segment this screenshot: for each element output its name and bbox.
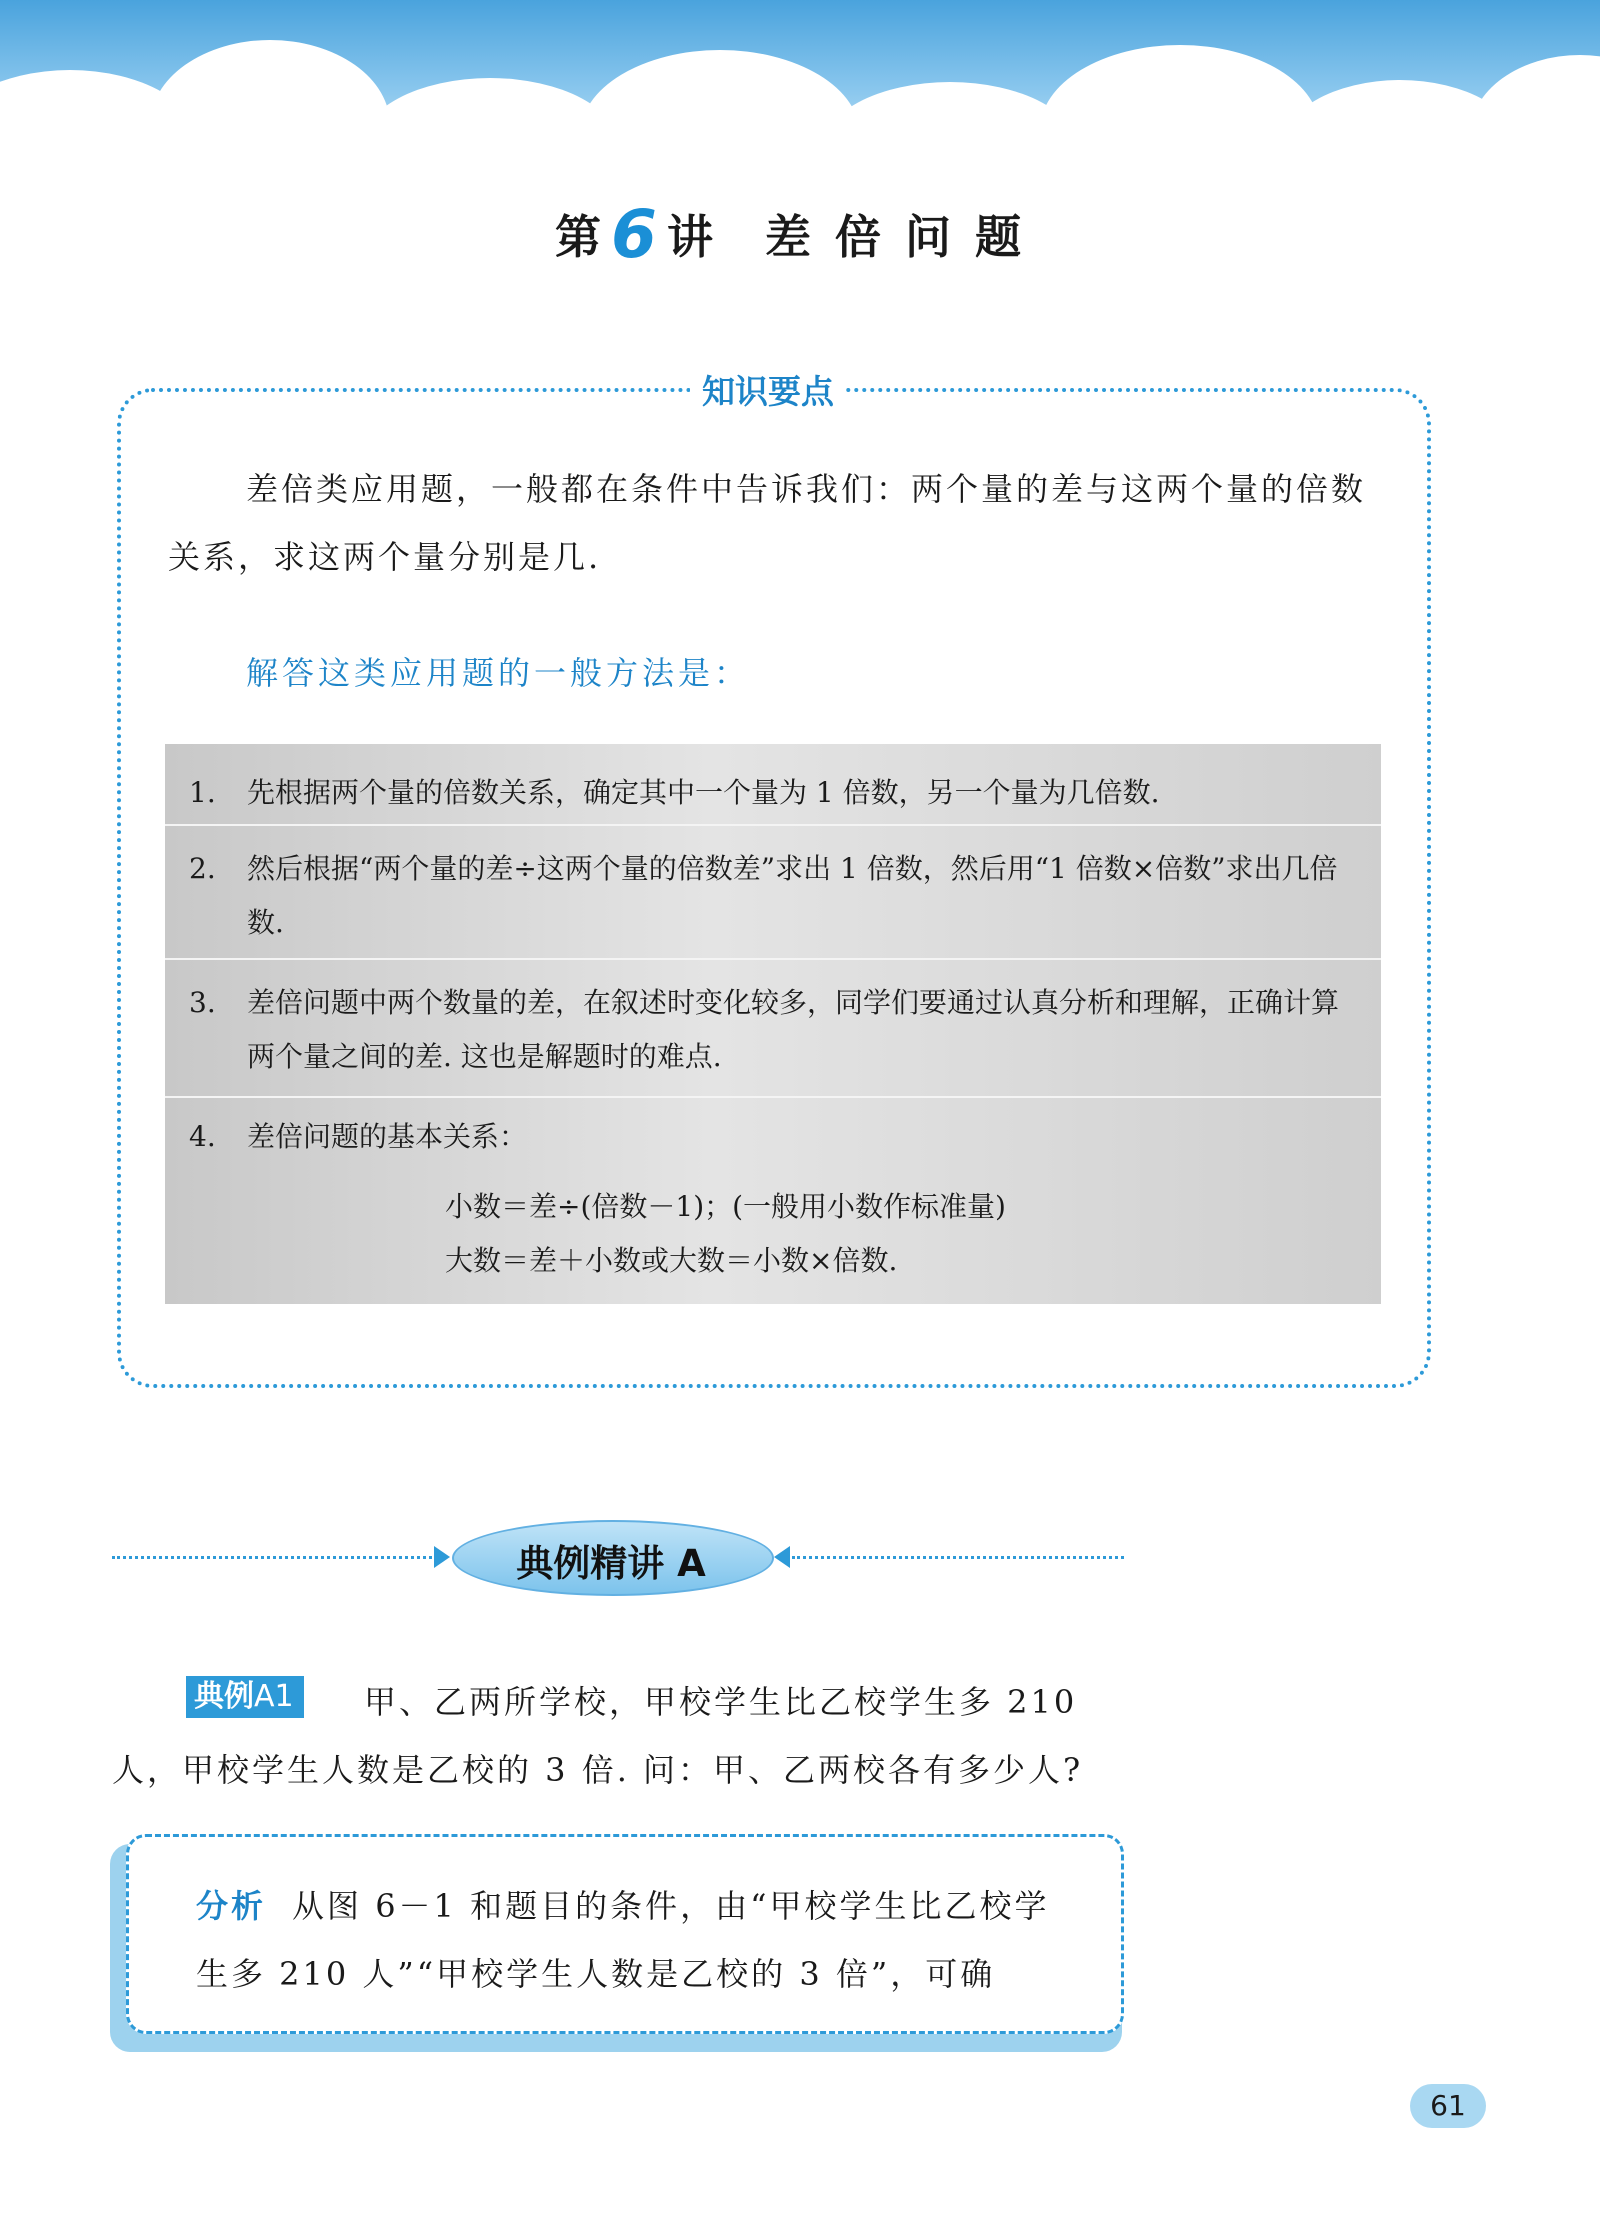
formula-large-number: 大数＝差＋小数或大数＝小数×倍数. xyxy=(445,1244,898,1277)
method-lead: 解答这类应用题的一般方法是： xyxy=(246,654,751,692)
arrow-left-icon xyxy=(774,1546,790,1568)
section-rule-right xyxy=(792,1556,1124,1559)
steps-panel xyxy=(165,744,1381,1304)
section-title: 典例精讲 A xyxy=(516,1542,706,1585)
step-text: 差倍问题的基本关系： xyxy=(247,1120,528,1153)
example-tag-code: A1 xyxy=(254,1679,294,1714)
section-rule-left xyxy=(112,1556,432,1559)
example-tag xyxy=(186,1676,304,1718)
step-item xyxy=(165,842,1381,950)
step-text: 然后根据“两个量的差÷这两个量的倍数差”求出 1 倍数，然后用“1 倍数×倍数”求出几倍数. xyxy=(247,852,1338,939)
step-text: 差倍问题中两个数量的差，在叙述时变化较多，同学们要通过认真分析和理解，正确计算两个量之间的差. 这也是解题时的难点. xyxy=(247,986,1340,1073)
analysis-content xyxy=(196,1872,1076,2008)
step-divider xyxy=(165,958,1381,960)
step-text: 先根据两个量的倍数关系，确定其中一个量为 1 倍数，另一个量为几倍数. xyxy=(247,776,1160,809)
step-item xyxy=(165,766,1381,820)
sky-header-decoration xyxy=(0,0,1600,170)
chapter-prefix: 第 xyxy=(555,210,608,264)
knowledge-heading: 知识要点 xyxy=(690,366,846,413)
page-number: 61 xyxy=(1410,2084,1486,2128)
step-item xyxy=(165,976,1381,1084)
step-divider xyxy=(165,824,1381,826)
step-divider xyxy=(165,1096,1381,1098)
analysis-label: 分析 xyxy=(196,1887,267,1925)
step-item xyxy=(165,1110,1381,1164)
formula-small-number: 小数＝差÷(倍数－1)；(一般用小数作标准量) xyxy=(445,1190,1006,1223)
example-tag-word: 典例 xyxy=(194,1679,254,1714)
step-number: 3. xyxy=(189,986,216,1019)
step-number: 2. xyxy=(189,852,216,885)
chapter-title xyxy=(0,196,1600,273)
analysis-text: 从图 6－1 和题目的条件，由“甲校学生比乙校学生多 210 人”“甲校学生人数是乙校的 3 倍”，可确 xyxy=(196,1887,1050,1993)
arrow-right-icon xyxy=(434,1546,450,1568)
chapter-number: 6 xyxy=(611,196,663,273)
step-number: 1. xyxy=(189,776,216,809)
chapter-suffix: 讲 xyxy=(666,210,719,264)
example-problem: 甲、乙两所学校，甲校学生比乙校学生多 210 人，甲校学生人数是乙校的 3 倍. 问：甲、乙两校各有多少人? xyxy=(112,1683,1084,1789)
step-number: 4. xyxy=(189,1120,216,1153)
knowledge-intro: 差倍类应用题，一般都在条件中告诉我们：两个量的差与这两个量的倍数关系，求这两个量分别是几. xyxy=(168,470,1367,576)
chapter-topic: 差倍问题 xyxy=(764,210,1045,264)
